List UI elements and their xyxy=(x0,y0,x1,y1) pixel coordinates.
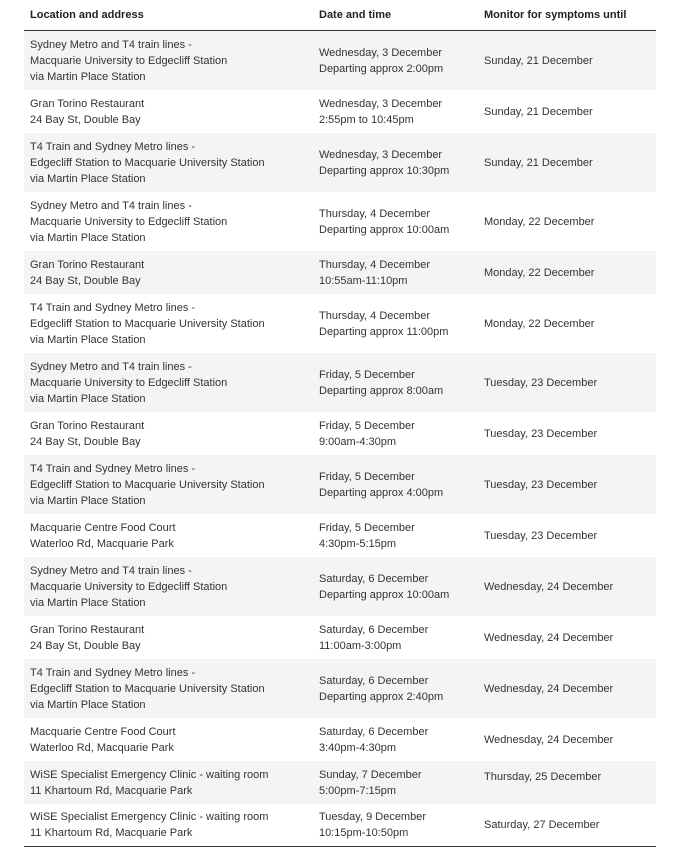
datetime-line: Departing approx 4:00pm xyxy=(319,486,444,499)
table-row xyxy=(24,353,656,412)
datetime-cell xyxy=(319,724,484,756)
exposure-sites-table xyxy=(24,0,656,847)
table-row xyxy=(24,718,656,761)
location-line: via Martin Place Station xyxy=(30,698,146,711)
monitor-cell: Thursday, 25 December xyxy=(484,771,602,783)
datetime-line: 2:55pm to 10:45pm xyxy=(319,113,414,126)
datetime-line: Wednesday, 3 December xyxy=(319,148,443,161)
location-line: Edgecliff Station to Macquarie University Station xyxy=(30,317,265,330)
table-row xyxy=(24,412,656,455)
datetime-line: Departing approx 10:00am xyxy=(319,588,450,601)
location-line: Macquarie University to Edgecliff Station xyxy=(30,376,228,389)
datetime-line: Departing approx 8:00am xyxy=(319,384,444,397)
location-line: Macquarie Centre Food Court xyxy=(30,725,176,738)
datetime-line: Saturday, 6 December xyxy=(319,674,429,687)
location-line: Gran Torino Restaurant xyxy=(30,623,145,636)
location-line: Macquarie Centre Food Court xyxy=(30,521,176,534)
datetime-cell xyxy=(319,809,484,841)
monitor-cell: Wednesday, 24 December xyxy=(484,580,614,593)
datetime-line: Saturday, 6 December xyxy=(319,623,429,636)
location-cell xyxy=(24,300,319,348)
datetime-cell xyxy=(319,767,484,799)
monitor-cell: Wednesday, 24 December xyxy=(484,733,614,746)
monitor-cell: Saturday, 27 December xyxy=(484,819,600,831)
table-row xyxy=(24,90,656,133)
location-cell xyxy=(24,139,319,187)
location-line: Gran Torino Restaurant xyxy=(30,419,145,432)
datetime-line: Friday, 5 December xyxy=(319,470,415,483)
datetime-line: Friday, 5 December xyxy=(319,521,415,534)
location-line: via Martin Place Station xyxy=(30,172,146,185)
location-line: Macquarie University to Edgecliff Station xyxy=(30,215,228,228)
table-row xyxy=(24,294,656,353)
datetime-line: Sunday, 7 December xyxy=(319,768,422,781)
datetime-line: Departing approx 2:40pm xyxy=(319,690,444,703)
location-line: T4 Train and Sydney Metro lines - xyxy=(30,301,196,314)
header-monitor: Monitor for symptoms until xyxy=(484,9,627,21)
datetime-cell xyxy=(319,622,484,654)
header-datetime: Date and time xyxy=(319,9,392,21)
monitor-cell: Sunday, 21 December xyxy=(484,105,593,118)
datetime-cell xyxy=(319,308,484,340)
location-line: Gran Torino Restaurant xyxy=(30,97,145,110)
location-cell xyxy=(24,665,319,713)
location-line: Waterloo Rd, Macquarie Park xyxy=(30,741,174,754)
location-line: Sydney Metro and T4 train lines - xyxy=(30,564,192,577)
datetime-line: 9:00am-4:30pm xyxy=(319,435,397,448)
monitor-cell: Monday, 22 December xyxy=(484,317,595,330)
table-row xyxy=(24,133,656,192)
location-line: via Martin Place Station xyxy=(30,392,146,405)
table-row xyxy=(24,455,656,514)
location-line: 24 Bay St, Double Bay xyxy=(30,435,141,448)
monitor-cell: Sunday, 21 December xyxy=(484,54,593,67)
location-cell xyxy=(24,724,319,756)
table-header xyxy=(24,0,656,31)
location-line: 11 Khartoum Rd, Macquarie Park xyxy=(30,827,193,839)
datetime-cell xyxy=(319,257,484,289)
location-cell xyxy=(24,257,319,289)
datetime-cell xyxy=(319,520,484,552)
datetime-cell xyxy=(319,469,484,501)
header-location: Location and address xyxy=(30,9,144,21)
location-cell xyxy=(24,37,319,85)
datetime-line: Saturday, 6 December xyxy=(319,725,429,738)
datetime-cell xyxy=(319,418,484,450)
datetime-line: Thursday, 4 December xyxy=(319,207,431,220)
datetime-line: Wednesday, 3 December xyxy=(319,97,443,110)
monitor-cell: Monday, 22 December xyxy=(484,266,595,279)
location-cell xyxy=(24,359,319,407)
monitor-cell: Tuesday, 23 December xyxy=(484,529,598,542)
location-line: Waterloo Rd, Macquarie Park xyxy=(30,537,174,550)
location-line: via Martin Place Station xyxy=(30,333,146,346)
datetime-cell xyxy=(319,147,484,179)
datetime-line: 3:40pm-4:30pm xyxy=(319,741,397,754)
location-cell xyxy=(24,809,319,841)
location-line: Gran Torino Restaurant xyxy=(30,258,145,271)
location-cell xyxy=(24,622,319,654)
location-line: Macquarie University to Edgecliff Station xyxy=(30,580,228,593)
monitor-cell: Tuesday, 23 December xyxy=(484,376,598,389)
datetime-line: Departing approx 10:30pm xyxy=(319,164,450,177)
datetime-line: Departing approx 10:00am xyxy=(319,223,450,236)
datetime-cell xyxy=(319,206,484,238)
location-line: WiSE Specialist Emergency Clinic - waiting room xyxy=(30,811,269,823)
location-cell xyxy=(24,461,319,509)
table-row xyxy=(24,557,656,616)
location-cell xyxy=(24,767,319,799)
datetime-line: 10:15pm-10:50pm xyxy=(319,827,409,839)
location-line: via Martin Place Station xyxy=(30,596,146,609)
table-row xyxy=(24,616,656,659)
location-line: WiSE Specialist Emergency Clinic - waiting room xyxy=(30,768,269,781)
location-line: via Martin Place Station xyxy=(30,494,146,507)
monitor-cell: Tuesday, 23 December xyxy=(484,427,598,440)
location-line: 24 Bay St, Double Bay xyxy=(30,113,141,126)
table-row xyxy=(24,804,656,847)
location-cell xyxy=(24,198,319,246)
datetime-cell xyxy=(319,571,484,603)
location-line: 24 Bay St, Double Bay xyxy=(30,274,141,287)
monitor-cell: Wednesday, 24 December xyxy=(484,631,614,644)
location-line: via Martin Place Station xyxy=(30,231,146,244)
datetime-cell xyxy=(319,45,484,77)
location-line: Edgecliff Station to Macquarie University Station xyxy=(30,156,265,169)
datetime-line: 4:30pm-5:15pm xyxy=(319,537,397,550)
datetime-line: Thursday, 4 December xyxy=(319,309,431,322)
datetime-line: Tuesday, 9 December xyxy=(319,811,426,823)
datetime-cell xyxy=(319,96,484,128)
location-line: 24 Bay St, Double Bay xyxy=(30,639,141,652)
location-line: Edgecliff Station to Macquarie University Station xyxy=(30,478,265,491)
location-line: Edgecliff Station to Macquarie University Station xyxy=(30,682,265,695)
datetime-cell xyxy=(319,367,484,399)
table-row xyxy=(24,31,656,90)
location-cell xyxy=(24,418,319,450)
table-row xyxy=(24,659,656,718)
datetime-line: 5:00pm-7:15pm xyxy=(319,784,397,797)
datetime-line: Departing approx 2:00pm xyxy=(319,62,444,75)
location-line: T4 Train and Sydney Metro lines - xyxy=(30,462,196,475)
location-line: Sydney Metro and T4 train lines - xyxy=(30,360,192,373)
location-line: T4 Train and Sydney Metro lines - xyxy=(30,140,196,153)
datetime-line: Friday, 5 December xyxy=(319,419,415,432)
datetime-line: Friday, 5 December xyxy=(319,368,415,381)
location-line: Sydney Metro and T4 train lines - xyxy=(30,199,192,212)
monitor-cell: Tuesday, 23 December xyxy=(484,478,598,491)
monitor-cell: Wednesday, 24 December xyxy=(484,682,614,695)
location-cell xyxy=(24,96,319,128)
location-cell xyxy=(24,563,319,611)
location-line: via Martin Place Station xyxy=(30,70,146,83)
datetime-line: Saturday, 6 December xyxy=(319,572,429,585)
location-line: Macquarie University to Edgecliff Station xyxy=(30,54,228,67)
location-line: 11 Khartoum Rd, Macquarie Park xyxy=(30,784,193,797)
location-cell xyxy=(24,520,319,552)
datetime-line: 10:55am-11:10pm xyxy=(319,274,408,287)
table-row xyxy=(24,761,656,804)
table-row xyxy=(24,514,656,557)
table-row xyxy=(24,192,656,251)
monitor-cell: Sunday, 21 December xyxy=(484,156,593,169)
monitor-cell: Monday, 22 December xyxy=(484,215,595,228)
datetime-cell xyxy=(319,673,484,705)
location-line: T4 Train and Sydney Metro lines - xyxy=(30,666,196,679)
datetime-line: Thursday, 4 December xyxy=(319,258,431,271)
datetime-line: Wednesday, 3 December xyxy=(319,46,443,59)
datetime-line: Departing approx 11:00pm xyxy=(319,325,449,338)
datetime-line: 11:00am-3:00pm xyxy=(319,639,402,652)
location-line: Sydney Metro and T4 train lines - xyxy=(30,38,192,51)
table-row xyxy=(24,251,656,294)
